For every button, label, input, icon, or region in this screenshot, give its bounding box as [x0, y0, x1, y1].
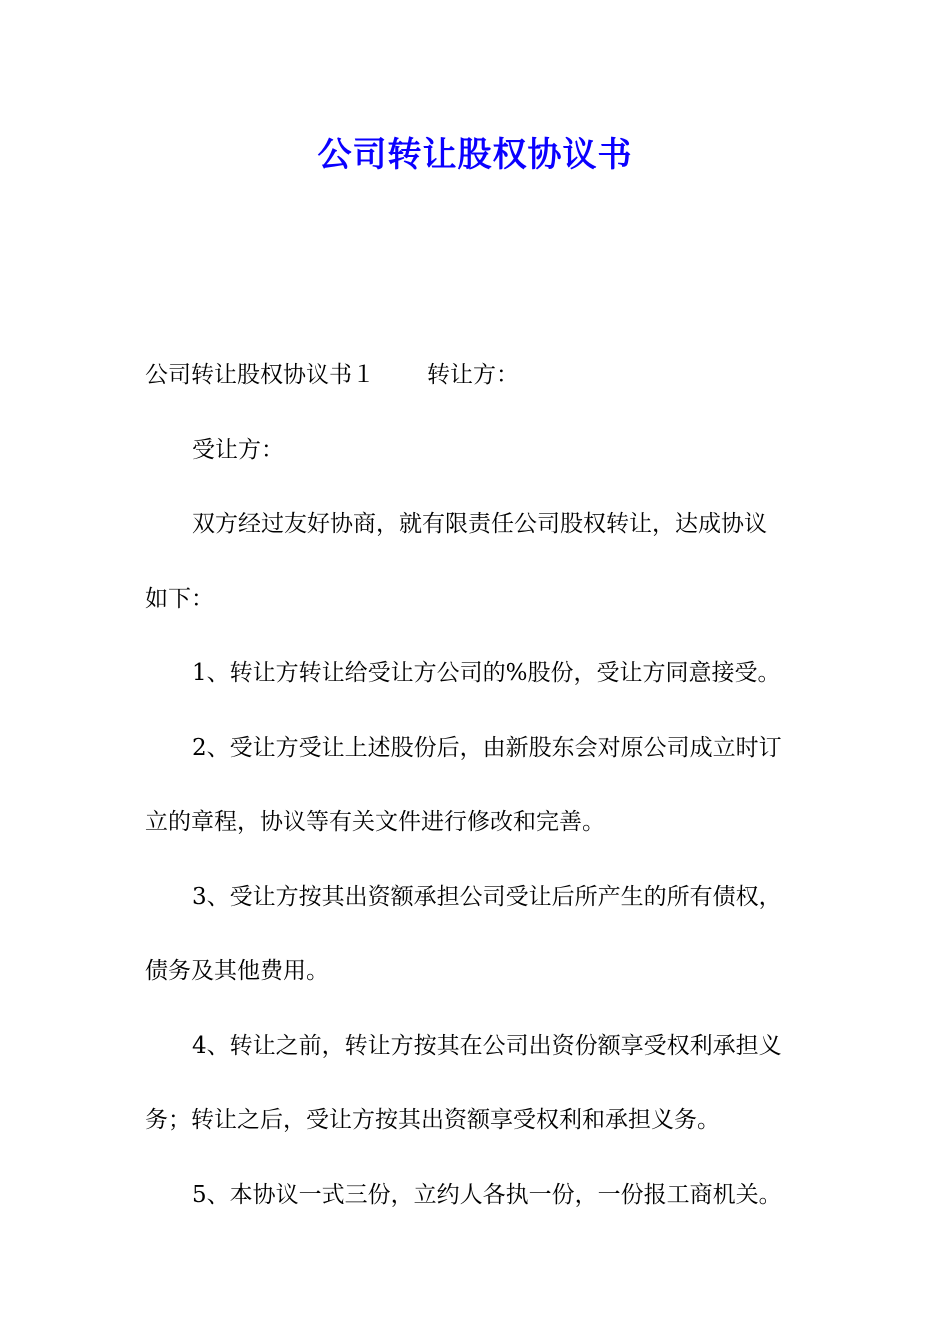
- document-body: [145, 338, 810, 1232]
- clause-2-line-2: 立的章程，协议等有关文件进行修改和完善。: [145, 809, 605, 835]
- clause-5: 5、本协议一式三份，立约人各执一份，一份报工商机关。: [192, 1181, 782, 1208]
- clause-4-line-2: 务；转让之后，受让方按其出资额享受权利和承担义务。: [145, 1107, 720, 1133]
- clause-3-line-1: 3、受让方按其出资额承担公司受让后所产生的所有债权，: [192, 883, 782, 910]
- intro-line-2: 如下：: [145, 585, 214, 612]
- clause-2-line-1: 2、受让方受让上述股份后，由新股东会对原公司成立时订: [192, 734, 782, 761]
- heading-line: [145, 338, 810, 413]
- transferee-label: 受让方：: [192, 436, 284, 463]
- intro-line-1: 双方经过友好协商，就有限责任公司股权转让，达成协议: [192, 511, 767, 537]
- clause-3-line-2: 债务及其他费用。: [145, 958, 329, 984]
- document-title: 公司转让股权协议书: [317, 135, 633, 175]
- clause-1: 1、转让方转让给受让方公司的%股份，受让方同意接受。: [192, 660, 781, 686]
- transferor-label: 转让方：: [427, 362, 519, 388]
- agreement-heading: 公司转让股权协议书１: [145, 362, 375, 388]
- clause-4-line-1: 4、转让之前，转让方按其在公司出资份额享受权利承担义: [192, 1032, 782, 1059]
